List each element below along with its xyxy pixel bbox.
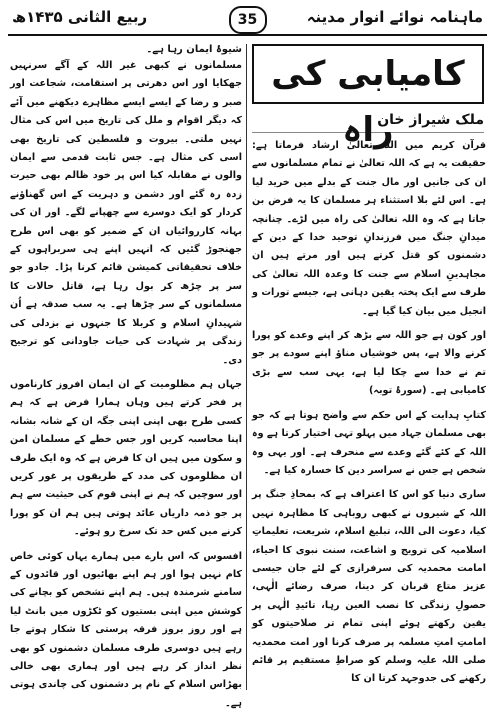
left-paragraph-2: جہاں ہم مظلومیت کے ان ایمان افروز کارناموں پر فخر کرتے ہیں وہاں ہمارا فرض ہے کہ ہم کسی طرح بھی اپنی اپنی جگہ ان کے شانہ بشانہ اپنا محاسبہ کریں اور جس خطے کے مسلمان امن و سکون میں ہیں ان کا فرض ہے کہ وہ ایک طرف ان مظلوموں کی مدد کے طریقوں پر غور کریں اور سوچیں کہ ہم نے اپنی قوم کی حیثیت سے ہم پر جو ذمہ داریاں عائد ہوتی ہیں ہم ان کو پورا کرنے میں کس حد تک سرخ رو ہوئے۔ (10, 378, 242, 538)
left-column (10, 44, 242, 709)
right-paragraph-3: کتابِ ہدایت کے اس حکم سے واضح ہوتا ہے کہ جو بھی مسلمان جہاد میں پہلو تہی اختیار کرتا ہے وہ اللہ کے کئے گئے وعدے سے منحرف ہے۔ اور یہی وہ شخص ہے جس نے سراسر دین کا خسارہ کیا ہے۔ (252, 409, 486, 476)
right-paragraph-1: قرآن کریم میں اللہ تعالیٰ ارشاد فرماتا ہے: حقیقت یہ ہے کہ اللہ تعالیٰ نے تمام مسلمانوں سے ان کی جانیں اور مال جنت کے بدلے میں خرید لیا ہے۔ اس لئے بلا استثناء ہر مسلمان کا یہ فرض بن جاتا ہے کہ وہ اللہ تعالیٰ کی راہ میں لڑے۔ چنانچہ میدانِ جنگ میں فرزندانِ توحید خدا کے دین کے دشمنوں کو قتل کرتے ہیں اور مرتے ہیں ان مجاہدینِ اسلام سے جنت کا وعدہ اللہ تعالیٰ کی طرف سے ایک پختہ یقین دہانی ہے، جیسے تورات و انجیل میں بیان کیا گیا ہے۔ (252, 140, 486, 317)
article-title: کامیابی کی راہ (271, 54, 465, 150)
page-number: 35 (229, 6, 267, 34)
continuation-lead: شیوۂ ایمان رہا ہے۔ (146, 44, 242, 55)
issue-date: ربیع الثانی ۱۴۳۵ھ (12, 8, 148, 26)
left-paragraph-1: مسلمانوں نے کبھی غیر اللہ کے آگے سرنہیں جھکایا اور اس دھرتی پر استقامت، شجاعت اور صبر و رضا کے ایسے ایسے مظاہرے دیکھنے میں آئے کہ دیگر اقوام و ملل کی تاریخ میں اس کی مثال نہیں ملتی۔ بیروت و فلسطین کی تاریخ بھی اسی کی مثال ہے۔ جس ثابت قدمی سے ایمان والوں نے مقابلہ کیا اس پر خود ظالم بھی حیرت زدہ رہ گئے اور دشمن و دہریت کے اس گھناؤنے کردار کو ایک دوسرے سے چھپانے لگے۔ اور ان کی بہانہ کارروائیاں ان کے ضمیر کو بھی اس طرح جھنجوڑ گئیں کہ انہیں اپنے ہی سربراہوں کے خلاف تحقیقاتی کمیشن قائم کرنا پڑا۔ جادو جو سر پر چڑھ کر بول رہا ہے، قاتل حالات کا مسلمانوں کے سر چڑھا ہے۔ یہ سب صدقہ ہے اُن شہیدانِ اسلام و کربلا کا جنہوں نے بزدلی کی زندگی پر شہادت کی حیات جاودانی کو ترجیح دی۔ (10, 60, 242, 366)
header-rule (8, 34, 487, 36)
column-divider (246, 44, 247, 690)
article-author: ملک شیراز خان (252, 112, 484, 133)
right-paragraph-2: اور کون ہے جو اللہ سے بڑھ کر اپنے وعدے کو پورا کرنے والا ہے، پس خوشیاں مناؤ اپنے سودے پر جو تم نے خدا سے چکا لیا ہے، یہی سب سے بڑی کامیابی ہے۔ (سورۂ توبہ) (252, 330, 486, 397)
right-column (252, 44, 486, 692)
left-paragraph-3: افسوس کہ اس بارے میں ہمارے یہاں کوئی خاص کام نہیں ہوا اور ہم اپنے بھائیوں اور قائدوں کے سامنے شرمندہ ہیں۔ ہم اپنے تشخص کو بچانے کی کوشش میں اپنی بستیوں کو ٹکڑوں میں بانٹ لیا ہے اور روز بروز فرقہ پرستی کا شکار ہوتے جا رہے ہیں دوسری طرف مسلمان دشمنوں کو بھی نظر انداز کر رہے ہیں اور ہماری بھی خالی بھڑاس اسلام کے نام پر دشمنوں کی چاندی ہوتی ہے۔ (10, 550, 242, 709)
page-header (8, 6, 487, 34)
magazine-title: ماہنامہ نوائے انوار مدینہ (306, 8, 483, 26)
right-paragraph-4: ساری دنیا کو اس کا اعتراف ہے کہ بمحاذِ جنگ پر اللہ کے شیروں نے کبھی روباہی کا مظاہرہ نہیں کیا، دعوت الی اللہ، تبلیغ اسلام، شریعت، تعلیماتِ اسلامیہ کی ترویج و اشاعت، سنت نبوی کا احیاء، امامت محمدیہ کی سرفرازی کے لئے جان جیسی عزیز متاع قربان کر دینا، صرف رضائے الٰہی، حصولِ زندگی کا نصب العین رہا، تائیدِ الٰہی پر یقین رکھتے ہوئے اپنی تمام تر صلاحیتوں کو امامتِ امتِ مسلمہ پر صرف کرنا اور امت محمدیہ صلی اللہ علیہ وسلم کو صراطِ مستقیم پر قائم رکھنے کی جدوجہد کرتا ان کا (252, 489, 486, 685)
